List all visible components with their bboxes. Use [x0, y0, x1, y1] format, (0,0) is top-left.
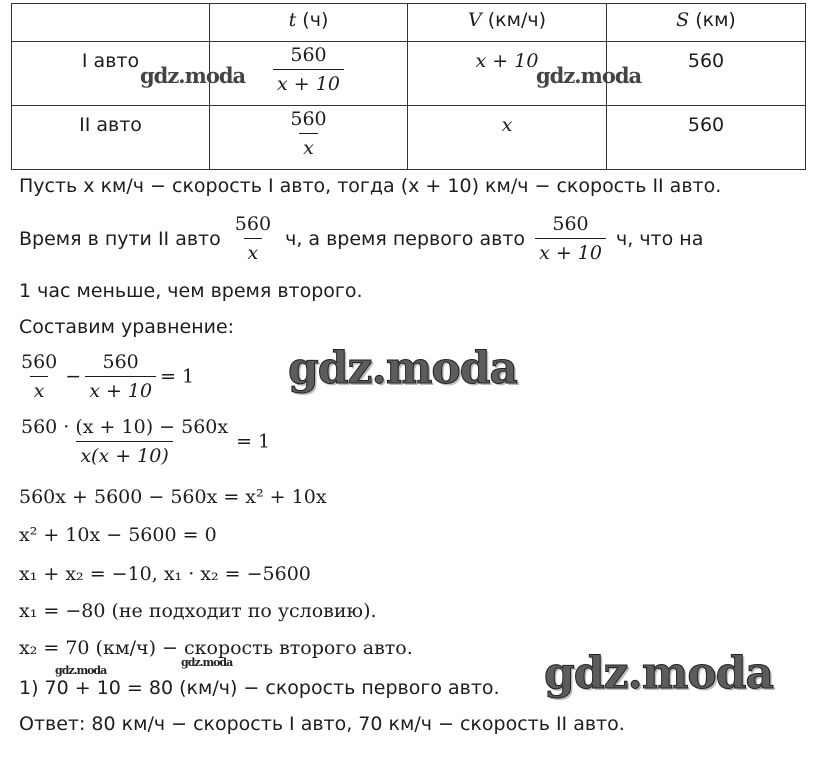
- equation-2: $\frac{560 \cdot (x + 10) - 560x}{x(x + 10)}$ = 1: [17, 414, 270, 471]
- fraction-numerator: 560: [290, 108, 327, 130]
- header-distance: S (км): [607, 4, 806, 42]
- solution-line-3: 1 час меньше, чем время второго.: [19, 280, 363, 302]
- equation-5: x₁ + x₂ = −10, x₁ · x₂ = −5600: [19, 563, 311, 585]
- table-row: [12, 42, 806, 106]
- equation-1: $\frac{560}{x}$ − $\frac{560}{x + 10}$ = 1: [17, 349, 194, 406]
- fraction-denominator: x: [30, 376, 49, 406]
- fraction-denominator: x + 10: [535, 238, 606, 268]
- row-time: [210, 106, 408, 170]
- equation-6: x₁ = −80 (не подходит по условию).: [19, 600, 377, 622]
- row-label: II авто: [12, 106, 210, 170]
- fraction-denominator: x: [299, 133, 318, 163]
- equation-4: x² + 10x − 5600 = 0: [19, 524, 217, 546]
- table-row: [12, 106, 806, 170]
- equation-7: x₂ = 70 (км/ч) − скорость второго авто.: [19, 637, 413, 659]
- header-empty: [12, 4, 210, 42]
- fraction-denominator: x + 10: [273, 69, 344, 99]
- fraction-numerator: 560: [234, 213, 272, 235]
- solution-line-4: Составим уравнение:: [19, 316, 235, 338]
- header-speed: V (км/ч): [408, 4, 607, 42]
- speed-table: [11, 3, 806, 170]
- fraction-numerator: 560: [102, 351, 139, 373]
- equation-3: 560x + 5600 − 560x = x² + 10x: [19, 486, 327, 508]
- answer-line: Ответ: 80 км/ч − скорость I авто, 70 км/ч − скорость II авто.: [19, 713, 625, 735]
- fraction-numerator: 560: [21, 351, 58, 373]
- fraction-denominator: x: [244, 238, 263, 268]
- row-label: I авто: [12, 42, 210, 106]
- solution-line-2: Время в пути II авто $\frac{560}{x}$ ч, а время первого авто $\frac{560}{x + 10}$ ч, что на: [19, 211, 703, 268]
- fraction-numerator: 560: [290, 44, 327, 66]
- watermark: gdz.moda: [288, 343, 518, 394]
- row-distance: 560: [607, 106, 806, 170]
- row-speed: x + 10: [408, 42, 607, 106]
- solution-step-1: 1) 70 + 10 = 80 (км/ч) − скорость первого авто.: [19, 677, 500, 699]
- watermark: gdz.moda: [181, 656, 233, 669]
- watermark: gdz.moda: [55, 664, 107, 677]
- watermark: gdz.moda: [536, 63, 642, 88]
- watermark: gdz.moda: [140, 63, 246, 88]
- fraction-denominator: x + 10: [85, 376, 156, 406]
- row-speed: x: [408, 106, 607, 170]
- watermark: gdz.moda: [544, 648, 774, 699]
- header-time: t (ч): [210, 4, 408, 42]
- fraction-denominator: x(x + 10): [76, 441, 172, 471]
- fraction-numerator: 560: [552, 213, 589, 235]
- fraction-numerator: 560 · (x + 10) − 560x: [21, 416, 229, 438]
- solution-line-1: Пусть x км/ч − скорость I авто, тогда (x + 10) км/ч − скорость II авто.: [19, 175, 722, 197]
- table-header-row: [12, 4, 806, 42]
- row-distance: 560: [607, 42, 806, 106]
